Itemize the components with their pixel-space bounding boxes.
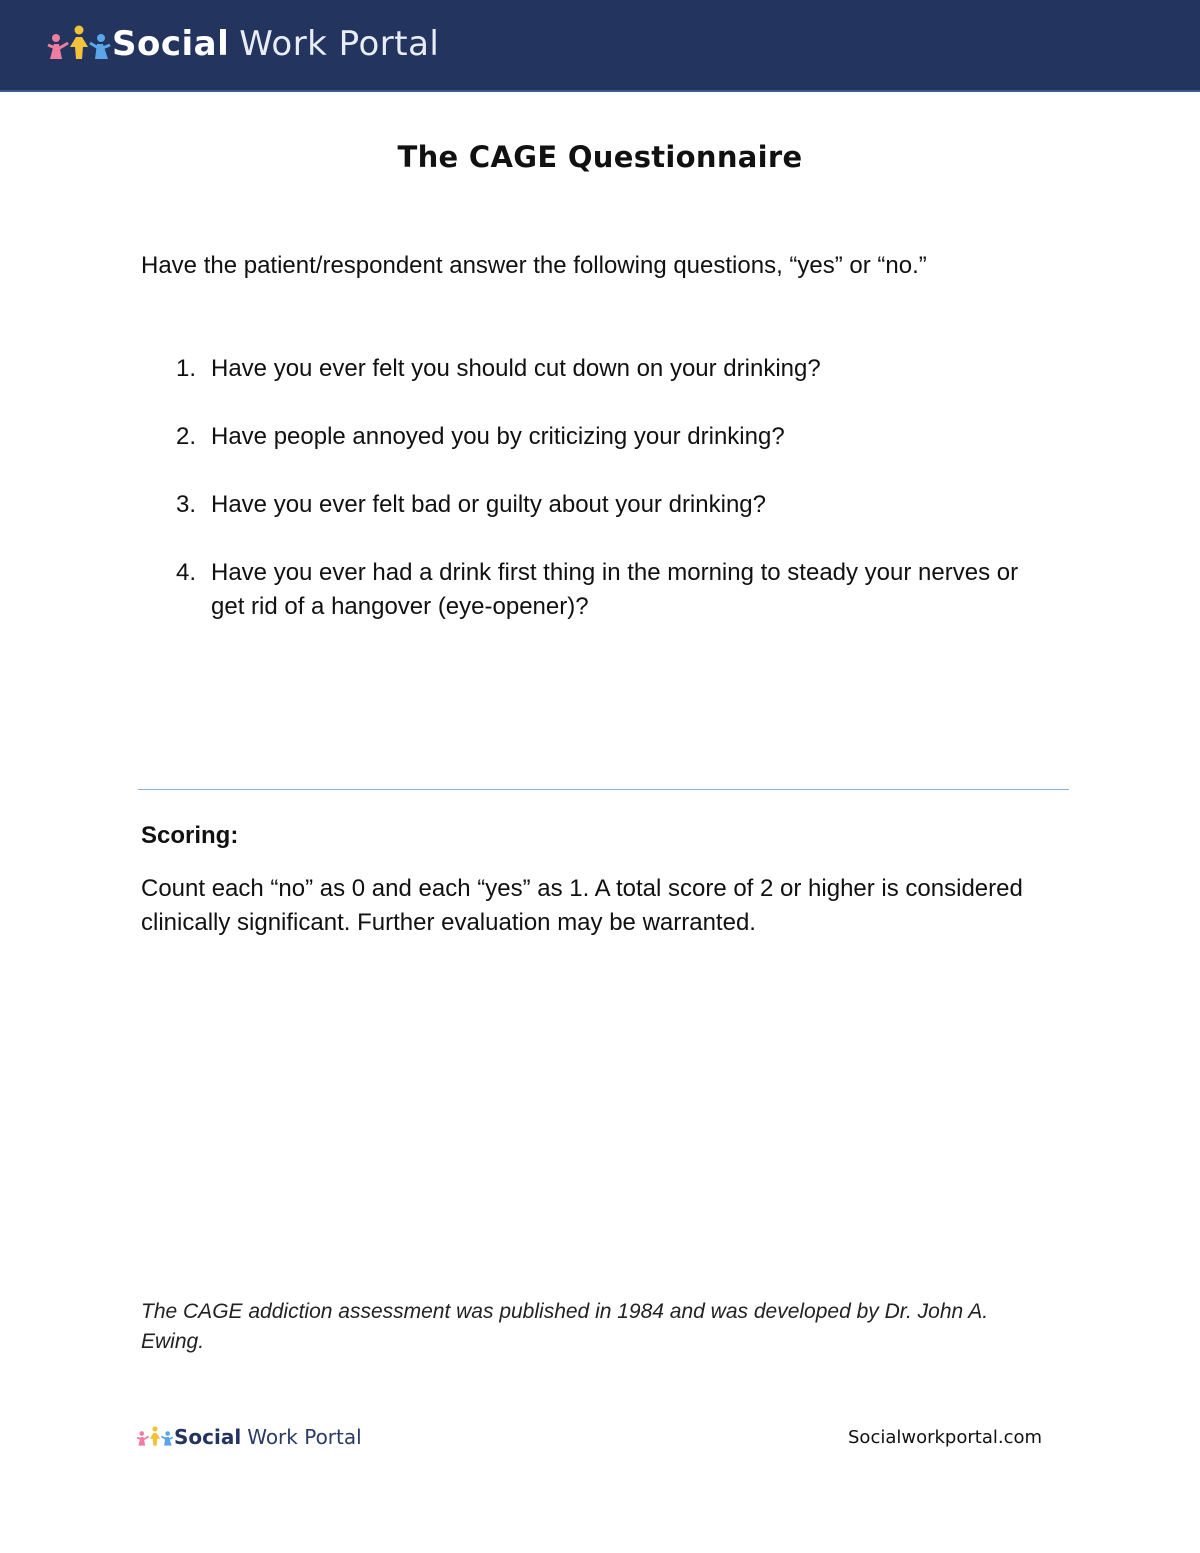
document-title: The CAGE Questionnaire <box>397 140 803 174</box>
logo-text-bold: Social <box>112 24 230 64</box>
citation-text: The CAGE addiction assessment was published in 1984 and was developed by Dr. John A. Ewing. <box>141 1300 989 1353</box>
question-text: Have people annoyed you by criticizing your drinking? <box>211 423 785 450</box>
instructions-text: Have the patient/respondent answer the following questions, “yes” or “no.” <box>141 252 927 279</box>
footer-logo-text-light: Work Portal <box>247 1425 362 1449</box>
question-number: 1. <box>176 355 197 382</box>
question-number: 2. <box>176 423 197 450</box>
question-text: Have you ever felt bad or guilty about your drinking? <box>211 491 766 518</box>
people-logo-icon <box>136 1426 174 1448</box>
site-logo[interactable] <box>46 24 439 64</box>
logo-text-light: Work Portal <box>239 24 440 64</box>
footer-logo-text-bold: Social <box>174 1425 242 1449</box>
footer-logo[interactable] <box>136 1425 362 1449</box>
scoring-text: Count each “no” as 0 and each “yes” as 1. A total score of 2 or higher is considered clinically significant. Further evaluation may be warranted. <box>141 875 1023 936</box>
header-bar <box>0 0 1200 92</box>
question-text: Have you ever had a drink first thing in the morning to steady your nerves or get rid of a hangover (eye-opener)? <box>211 559 1019 620</box>
question-number: 4. <box>176 559 197 586</box>
question-list <box>141 352 1041 658</box>
question-number: 3. <box>176 491 197 518</box>
question-text: Have you ever felt you should cut down on your drinking? <box>211 355 821 382</box>
question-item <box>141 420 1041 454</box>
question-item <box>141 352 1041 386</box>
question-item <box>141 488 1041 522</box>
people-logo-icon <box>46 25 112 63</box>
footer-website-link[interactable]: Socialworkportal.com <box>848 1427 1043 1448</box>
scoring-heading: Scoring: <box>141 822 239 849</box>
section-divider <box>138 789 1069 790</box>
question-item <box>141 556 1041 624</box>
